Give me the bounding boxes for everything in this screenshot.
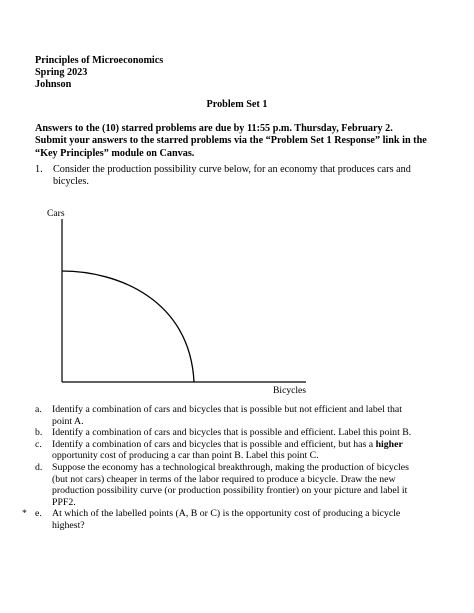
part-line: point A. xyxy=(52,415,84,427)
page-title: Problem Set 1 xyxy=(206,99,268,110)
part-label: c. xyxy=(35,438,42,450)
part-item xyxy=(22,427,462,439)
part-label: e. xyxy=(35,508,42,520)
x-axis-label: Bicycles xyxy=(273,385,307,396)
part-line: (but not cars) cheaper in terms of the labor required to produce a bicycle. Draw the new xyxy=(52,473,396,485)
y-axis-label: Cars xyxy=(47,208,65,219)
question-line: Consider the production possibility curve below, for an economy that produces cars and xyxy=(53,164,411,175)
part-item xyxy=(22,462,462,508)
part-item xyxy=(22,404,462,427)
question-number: 1. xyxy=(35,164,43,175)
part-line: highest? xyxy=(52,519,85,531)
part-line: At which of the labelled points (A, B or C) is the opportunity cost of producing a bicycle xyxy=(52,508,401,520)
star-marker: * xyxy=(22,508,27,520)
part-line: Identify a combination of cars and bicycles that is possible but not efficient and label that xyxy=(52,404,402,415)
instruction-line: Answers to the (10) starred problems are due by 11:55 p.m. Thursday, February 2. xyxy=(35,123,393,134)
course-term: Spring 2023 xyxy=(35,67,88,79)
question-line: bicycles. xyxy=(53,176,89,188)
course-name: Principles of Microeconomics xyxy=(35,55,164,66)
part-line: Identify a combination of cars and bicycles that is possible and efficient, but has a higher xyxy=(52,438,403,450)
question-parts xyxy=(22,404,462,532)
emphasis-text: higher xyxy=(375,438,403,450)
part-label: b. xyxy=(35,427,43,439)
part-item xyxy=(22,439,462,462)
instruction-line: Submit your answers to the starred problems via the “Problem Set 1 Response” link in the xyxy=(35,135,427,147)
instruction-line: “Key Principles” module on Canvas. xyxy=(35,147,195,159)
instructor-name: Johnson xyxy=(35,79,72,91)
part-item xyxy=(22,508,462,531)
part-line: production possibility curve (or production possibility frontier) on your picture and label it xyxy=(52,485,408,497)
ppf-curve xyxy=(62,271,194,382)
part-line: opportunity cost of producing a car than point B. Label this point C. xyxy=(52,450,319,462)
part-label: a. xyxy=(35,404,42,415)
part-line: PPF2. xyxy=(52,496,76,508)
part-line: Identify a combination of cars and bicycles that is possible and efficient. Label this point B. xyxy=(52,427,412,439)
part-line: Suppose the economy has a technological breakthrough, making the production of bicycles xyxy=(52,461,409,473)
part-label: d. xyxy=(35,461,43,473)
